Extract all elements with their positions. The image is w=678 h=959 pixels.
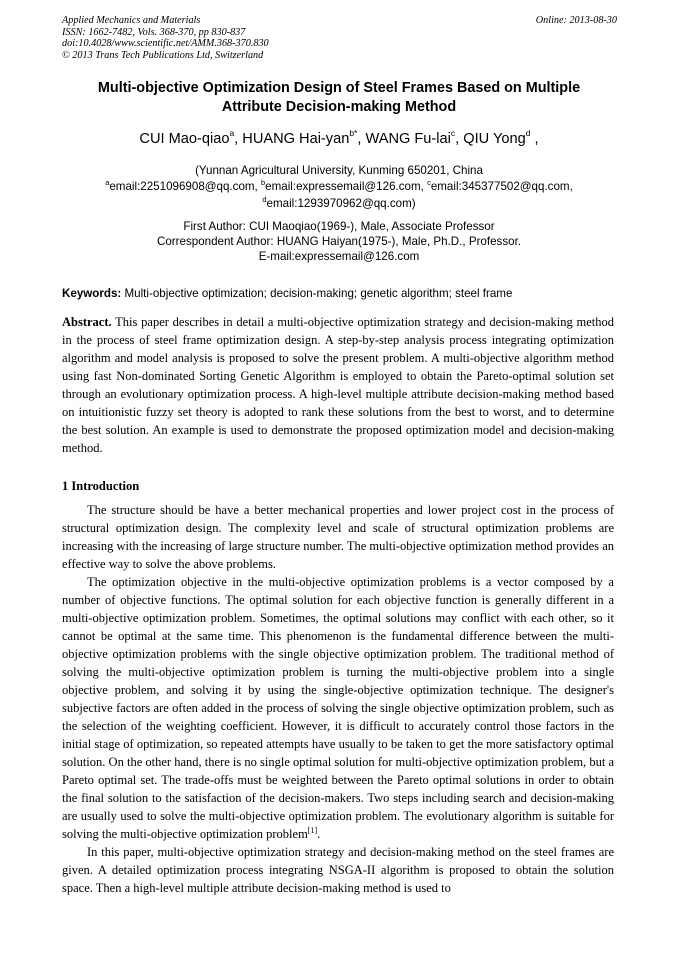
abstract [62, 313, 614, 457]
title-line-2: Attribute Decision-making Method [221, 98, 457, 115]
intro-paragraph-1: The structure should be have a better mechanical properties and lower project cost in the process of structural optimization design. The complexity level and scale of structural optimization problems are increasing with the increasing of large structure number. The multi-objective optimization method provides an effective way to solve the above problems. [62, 503, 614, 571]
affiliation: (Yunnan Agricultural University, Kunming 650201, China [195, 164, 483, 177]
intro-paragraph-2 [62, 573, 614, 843]
author-sep: , [357, 131, 366, 147]
email-a[interactable]: email:2251096908@qq.com, [109, 180, 261, 193]
author-sep: , [455, 131, 464, 147]
email-line-1 [40, 179, 638, 194]
journal-header [62, 15, 617, 61]
intro-paragraph-3: In this paper, multi-objective optimization strategy and decision-making method on the steel frames are given. A detailed optimization process integrating NSGA-II algorithm is proposed to obtain the solution space. Then a high-level multiple attribute decision-making method is used to [62, 845, 614, 895]
first-author: First Author: CUI Maoqiao(1969-), Male, Associate Professor [183, 220, 495, 233]
copyright-line: © 2013 Trans Tech Publications Ltd, Switzerland [62, 49, 264, 61]
author-name: WANG Fu-lai [365, 131, 451, 147]
abstract-label: Abstract. [62, 315, 112, 329]
author-name: CUI Mao-qiao [139, 131, 230, 147]
citation-ref[interactable]: [1] [307, 826, 318, 835]
journal-name: Applied Mechanics and Materials [62, 15, 201, 26]
email-sup: b [261, 178, 266, 187]
author-sup: b* [349, 128, 358, 138]
author-sep: , [234, 131, 243, 147]
section-heading: 1 Introduction [62, 479, 140, 493]
email-sup: c [427, 178, 431, 187]
email-sup: d [262, 195, 267, 204]
correspondent-author: Correspondent Author: HUANG Haiyan(1975-), Male, Ph.D., Professor. [156, 235, 522, 248]
email-b[interactable]: email:expressemail@126.com, [265, 180, 428, 193]
keywords-label: Keywords: [62, 287, 122, 300]
author-sup: a [229, 128, 235, 138]
online-date: Online: 2013-08-30 [535, 15, 617, 26]
email-d[interactable]: email:1293970962@qq.com) [266, 197, 416, 210]
keywords-text: Multi-objective optimization; decision-making; genetic algorithm; steel frame [121, 287, 513, 300]
keywords [62, 286, 622, 301]
intro-paragraph-2-end: . [317, 827, 321, 841]
doi-line: doi:10.4028/www.scientific.net/AMM.368-370.830 [62, 38, 269, 49]
author-sup: d [525, 128, 531, 138]
intro-paragraph-2-text: The optimization objective in the multi-objective optimization problems is a vector composed by a number of objective functions. The optimal solution for each objective function is generally different in a multi-objective optimization problem. Sometimes, the optimal solutions may conflict with each other, so it cannot be optimal at the same time. This phenomenon is the fundamental difference between the multi-objective optimization problems with the single objective optimization problem. The traditional method of solving the multi-objective optimization problem is turning the multi-objective problem into a single objective problem, and solving it by using the single-objective optimization technique. The designer's subjective factors are often added in the process of solving the single objective optimization problem, such as the selection of the weighting coefficient. However, it is difficult to accurately control those factors in the initial stage of optimization, so repeated attempts have usually to be taken to get the more satisfactory optimal solution. On the other hand, there is no single optimal solution for multi-objective optimization problem, but a Pareto optimal set. The trade-offs must be weighted between the Pareto optimal solutions in order to obtain the final solution to the satisfaction of the decision-makers. Two steps including search and decision-making are usually used to solve the multi-objective optimization problem. The evolutionary algorithm is suitable for solving the multi-objective optimization problem [62, 575, 614, 841]
introduction-body [62, 501, 614, 897]
author-name: HUANG Hai-yan [242, 131, 350, 147]
email-sup: a [105, 178, 110, 187]
issn-line: ISSN: 1662-7482, Vols. 368-370, pp 830-837 [62, 26, 246, 38]
title-line-1: Multi-objective Optimization Design of Steel Frames Based on Multiple [97, 80, 581, 96]
email-c[interactable]: email:345377502@qq.com, [430, 180, 573, 193]
paper-title [50, 79, 628, 116]
author-list [40, 130, 638, 148]
author-name: QIU Yong [463, 131, 526, 147]
correspondent-email[interactable]: E-mail:expressemail@126.com [258, 250, 420, 263]
abstract-text: This paper describes in detail a multi-objective optimization strategy and decision-making method in the process of steel frame optimization design. A step-by-step analysis process integrating optimization algorithm and model analysis is proposed to solve the present problem. A multi-objective algorithm method using fast Non-dominated Sorting Genetic Algorithm is employed to obtain the Pareto-optimal solution set through an evolutionary optimization process. A high-level multiple attribute decision-making method based on intuitionistic fuzzy set theory is adopted to rank these solutions from the best to worst, and to determine the best solution. An example is used to demonstrate the proposed optimization model and decision-making method. [62, 315, 614, 455]
email-line-2 [40, 196, 638, 211]
author-sup: c [450, 128, 456, 138]
author-sep: , [530, 131, 539, 147]
